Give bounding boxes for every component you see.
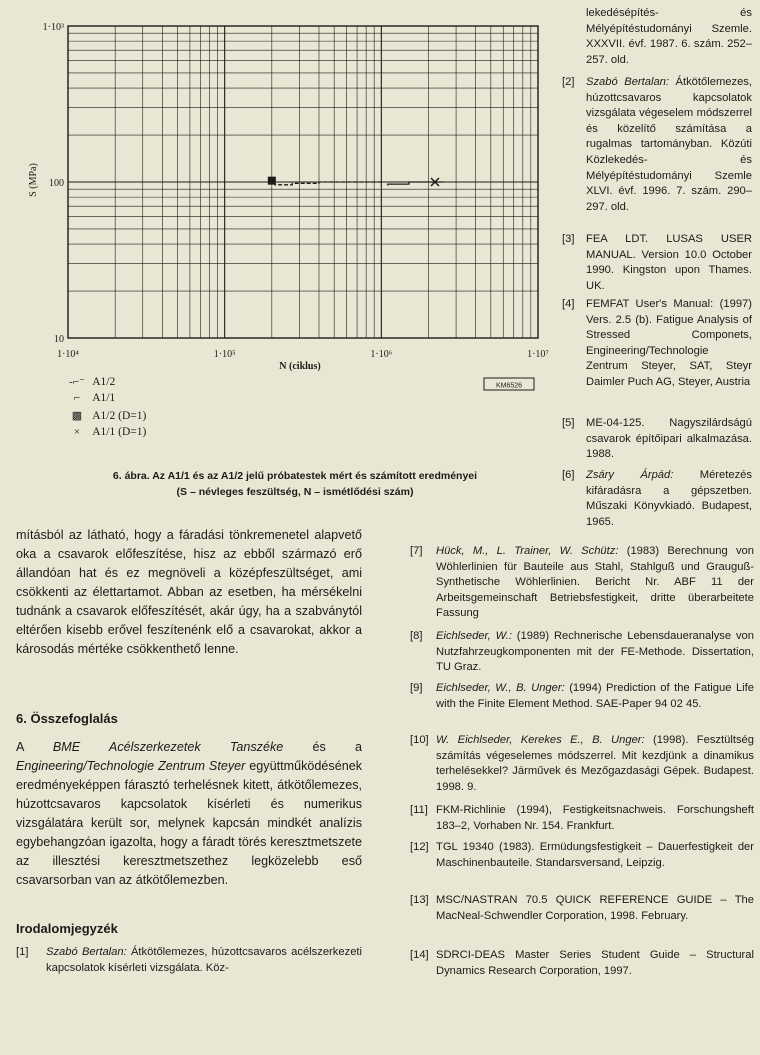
- reference-text: [436, 681, 754, 712]
- reference-11: [410, 803, 754, 834]
- figure-badge: KM6526: [495, 382, 523, 390]
- reference-text: [436, 629, 754, 676]
- reference-number: [5]: [562, 417, 575, 429]
- y-tick-label: 1·10³: [42, 22, 64, 33]
- caption-line-1: 6. ábra. Az A1/1 és az A1/2 jelű próbatestek mért és számított eredményei: [112, 470, 478, 482]
- reference-7: [410, 544, 754, 622]
- reference-author: Szabó Bertalan:: [46, 946, 127, 958]
- reference-body: SDRCI-DEAS Master Series Student Guide – Structural Dynamics Research Corporation, 1997.: [436, 949, 754, 977]
- reference-author: Zsáry Árpád:: [586, 469, 674, 481]
- reference-body: ME-04-125. Nagyszilárdságú csavarok építőipari alkalmazása. 1988.: [586, 417, 752, 461]
- reference-8: [410, 629, 754, 676]
- reference-2: [562, 75, 752, 215]
- series-marker-box: [268, 177, 276, 185]
- reference-number: [13]: [410, 894, 429, 906]
- legend-label: A1/1 (D=1): [92, 426, 147, 438]
- paragraph-summary: [16, 738, 362, 890]
- reference-6: [562, 468, 752, 530]
- reference-body: Méretezés kifáradásra a gépszetben. Műszaki Könyvkiadó. Budapest, 1965.: [586, 469, 752, 528]
- x-tick-label: 1·10⁴: [57, 349, 79, 360]
- legend-item-a12-d1: [64, 409, 146, 422]
- legend-label: A1/2 (D=1): [92, 410, 147, 422]
- reference-body: FEA LDT. LUSAS USER MANUAL. Version 10.0 October 1990. Kingston upon Thames. UK.: [586, 233, 752, 292]
- reference-author: Eichlseder, W.:: [436, 630, 512, 642]
- y-tick-label: 10: [54, 334, 64, 345]
- reference-number: [9]: [410, 682, 423, 694]
- reference-number: [14]: [410, 949, 429, 961]
- reference-body: FEMFAT User's Manual: (1997) Vers. 2.5 (b). Fatigue Analysis of Stressed Componets, Engineering/Technologie Zentrum Steyer, SAT, Steyr Daimler Puch AG, Steyer, Austria: [586, 298, 752, 388]
- reference-9: [410, 681, 754, 712]
- reference-14: [410, 948, 754, 979]
- y-tick-label: 100: [49, 178, 64, 189]
- reference-number: [12]: [410, 841, 429, 853]
- reference-1: [16, 945, 362, 976]
- legend-label: A1/2: [92, 376, 116, 388]
- reference-number: [10]: [410, 734, 429, 746]
- caption-line-2: (S – névleges feszültség, N – ismétlődési szám): [176, 486, 414, 498]
- reference-body: Átkötőlemezes, húzottcsavaros acélszerkezeti kapcsolatok kísérleti vizsgálata. Köz-: [46, 946, 363, 974]
- reference-body: lekedésépítés- és Mélyépítéstudományi Szemle. XXXVII. évf. 1987. 6. szám. 252–257. old.: [586, 7, 752, 66]
- figure-caption: [30, 468, 560, 500]
- reference-4: [562, 297, 752, 391]
- reference-text: [586, 468, 752, 530]
- summary-text: A: [16, 740, 53, 754]
- reference-body: Átkötőlemezes, húzottcsavaros kapcsolatok vizsgálata végeselem módszerrel és közelítő számítása a rugalmas tartományban. Közúti Közlekedés- és Mélyépítéstudományi Szemle XLVI. évf. 1996. 7. szám. 290–297. old.: [586, 76, 753, 213]
- reference-body: FKM-Richlinie (1994), Festigkeitsnachweis. Forschungsheft 183–2, Vorhaben Nr. 154. Frankfurt.: [436, 804, 754, 832]
- x-tick-label: 1·10⁷: [527, 349, 549, 360]
- reference-body: (1994) Prediction of the Fatigue Life with the Finite Element Method. SAE-Paper 94 02 45.: [436, 682, 754, 710]
- reference-3: [562, 232, 752, 294]
- x-axis-label: N (ciklus): [279, 361, 321, 372]
- hatched-box-icon: ▩: [71, 410, 83, 422]
- reference-text: [436, 733, 754, 795]
- reference-author: Eichlseder, W., B. Unger:: [436, 682, 565, 694]
- reference-author: Hück, M., L. Trainer, W. Schütz:: [436, 545, 619, 557]
- reference-number: [3]: [562, 233, 575, 245]
- legend-item-a11-d1: [64, 426, 146, 438]
- reference-number: [1]: [16, 946, 29, 958]
- x-tick-label: 1·10⁶: [370, 349, 393, 360]
- reference-body: MSC/NASTRAN 70.5 QUICK REFERENCE GUIDE – The MacNeal-Schwendler Corporation, 1998. February.: [436, 894, 754, 922]
- reference-number: [11]: [410, 804, 428, 816]
- summary-italic-dept: BME Acélszerkezetek Tanszéke: [52, 740, 284, 754]
- reference-number: [8]: [410, 630, 423, 642]
- reference-body: (1998). Fesztültség számítás végeselemes módszerrel. Mit kezdjünk a dinamikus terhelésekkel? Járművek és Mezőgazdasági Gépek. Budapest. 1998. 9.: [436, 734, 754, 793]
- summary-text: együttműködésének eredményeképpen fárasztó terhelésnek kitett, átkötőlemezes, húzottcsavaros kapcsolatok kísérleti és numerikus vizsgálatára került sor, melynek kapcsán mindkét analízis egybehangzóan igazolta, hogy a fáradt törés keresztmetszete az illesztési keresztmetszethez legközelebb eső csavarsorban van az átkötőlemezben.: [16, 759, 362, 887]
- x-tick-label: 1·10⁵: [213, 349, 236, 360]
- summary-text: és a: [283, 740, 362, 754]
- summary-italic-center: Engineering/Technologie Zentrum Steyer: [16, 759, 246, 773]
- reference-number: [6]: [562, 469, 575, 481]
- dashed-step-icon: -⌐⁻: [69, 376, 85, 388]
- paragraph-results: mításból az látható, hogy a fáradási tönkremenetel alapvető oka a csavarok előfeszítése, hisz az ebből származó erő állandóan hat és ez megnöveli a középfeszültséget, ami csökkenti az élettartamot. Abban az esetben, ha mérsékelni tudnánk a csavarok előfeszítését, akár úgy, ha a szabványtól eltérően kisebb erővel feszítenénk elő a csavarokat, akkor a károsodás mértéke csökkenthető lenne.: [16, 528, 362, 656]
- section-title: 6. Összefoglalás: [16, 711, 118, 726]
- reference-12: [410, 840, 754, 871]
- chart-series: [268, 177, 444, 186]
- chart-grid: [68, 26, 538, 338]
- reference-number: [4]: [562, 298, 575, 310]
- solid-step-icon: ⌐: [73, 392, 81, 404]
- reference-5: [562, 416, 752, 463]
- y-axis-label: S (MPa): [28, 163, 39, 197]
- reference-text: [46, 945, 362, 976]
- reference-10: [410, 733, 754, 795]
- reference-1-continued: [586, 6, 752, 68]
- reference-author: Szabó Bertalan:: [586, 76, 670, 88]
- reference-text: [436, 544, 754, 622]
- reference-body: TGL 19340 (1983). Ermüdungsfestigkeit – Dauerfestigkeit der Maschinenbauteile. Standarsversand, Leipzig.: [436, 841, 754, 869]
- references-title: Irodalomjegyzék: [16, 921, 118, 936]
- legend-item-a12: [64, 375, 115, 388]
- legend-label: A1/1: [92, 392, 116, 404]
- reference-body: (1983) Berechnung von Wöhlerlinien für Bauteile aus Stahl, Stahlguß und Grauguß-Synthetische Wöhlerlinien. Bericht Nr. ABF 11 der Arbeitsgemeinschaft Betriebsfestigkeit, dritte überarbeitete Fassung: [436, 545, 754, 620]
- reference-body: (1989) Rechnerische Lebensdaueranalyse von Nutzfahrzeugkomponenten mit der FE-Methode. Dissertation, TU Graz.: [436, 630, 754, 674]
- reference-text: [586, 75, 752, 215]
- reference-author: W. Eichlseder, Kerekes E., B. Unger:: [436, 734, 645, 746]
- cross-icon: ×: [73, 426, 81, 438]
- reference-number: [2]: [562, 76, 575, 88]
- legend-item-a11: [64, 392, 115, 404]
- reference-13: [410, 893, 754, 924]
- reference-number: [7]: [410, 545, 423, 557]
